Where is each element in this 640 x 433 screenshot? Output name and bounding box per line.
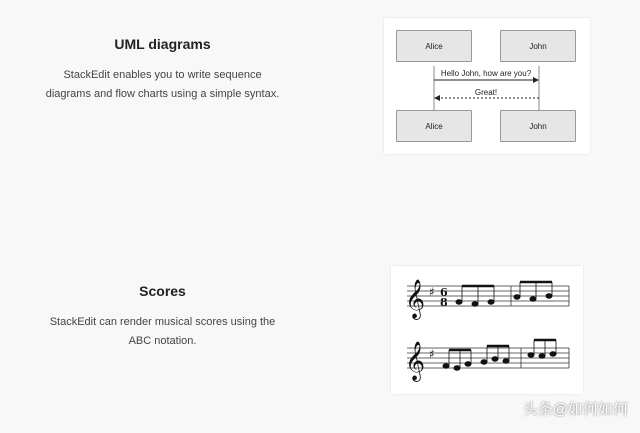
scores-description-line-2: ABC notation. <box>128 335 197 347</box>
uml-description-line-1: StackEdit enables you to write sequence <box>63 69 262 81</box>
uml-title: UML diagrams <box>114 36 211 52</box>
time-signature-top: 6 <box>440 286 448 299</box>
music-score <box>391 266 583 394</box>
scores-title: Scores <box>139 283 186 299</box>
uml-feature <box>40 36 285 104</box>
uml-description-line-2: diagrams and flow charts using a simple syntax. <box>45 88 280 100</box>
scores-description <box>40 313 285 351</box>
sharp-icon: ♯ <box>429 285 435 299</box>
sequence-diagram <box>384 18 590 154</box>
actor-john-top: John <box>500 30 576 62</box>
actor-john-bottom: John <box>500 110 576 142</box>
scores-feature <box>40 283 285 351</box>
message-label-2: Great! <box>474 88 498 97</box>
uml-description <box>40 66 285 104</box>
actor-alice-top: Alice <box>396 30 472 62</box>
treble-clef-icon: 𝄞 <box>405 279 426 319</box>
notes-staff-2 <box>443 340 556 370</box>
scores-description-line-1: StackEdit can render musical scores using the <box>49 316 276 328</box>
music-score-staves <box>391 266 583 394</box>
sharp-icon: ♯ <box>429 347 435 361</box>
treble-clef-icon: 𝄞 <box>405 341 426 381</box>
watermark: 头条@如何如何 <box>522 401 628 418</box>
actor-alice-bottom: Alice <box>396 110 472 142</box>
time-signature-bottom: 8 <box>440 296 448 309</box>
message-label-1: Hello John, how are you? <box>440 69 532 78</box>
